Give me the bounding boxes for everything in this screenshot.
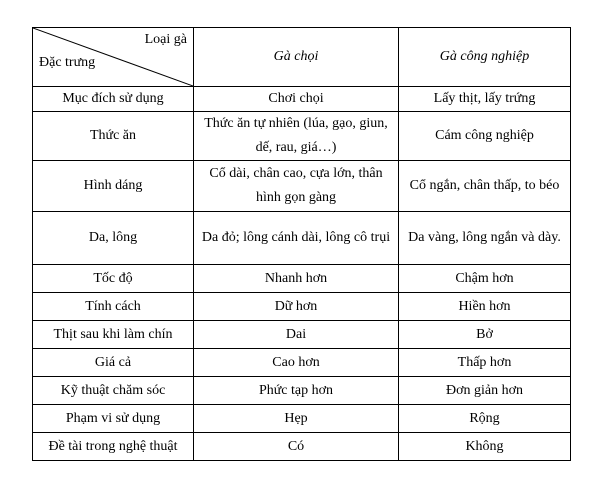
value-cell-a: Hẹp [194, 405, 399, 433]
table-row [33, 321, 571, 349]
value-cell-a: Cao hơn [194, 349, 399, 377]
value-cell-b: Chậm hơn [399, 265, 571, 293]
table-row [33, 265, 571, 293]
feature-cell: Thức ăn [33, 112, 194, 161]
value-cell-b: Bở [399, 321, 571, 349]
value-cell-a: Cổ dài, chân cao, cựa lớn, thân hình gọn gàng [194, 161, 399, 212]
corner-bottom-label: Đặc trưng [39, 55, 96, 70]
value-cell-a: Chơi chọi [194, 87, 399, 112]
value-cell-b: Cổ ngắn, chân thấp, to béo [399, 161, 571, 212]
value-cell-b: Thấp hơn [399, 349, 571, 377]
feature-cell: Phạm vi sử dụng [33, 405, 194, 433]
table-row [33, 87, 571, 112]
column-header-ga-choi: Gà chọi [194, 28, 399, 87]
value-cell-b: Hiền hơn [399, 293, 571, 321]
value-cell-b: Cám công nghiệp [399, 112, 571, 161]
table-row [33, 112, 571, 161]
value-cell-a: Da đỏ; lông cánh dài, lông cô trụi [194, 212, 399, 265]
table-row [33, 212, 571, 265]
value-cell-b: Đơn giản hơn [399, 377, 571, 405]
feature-cell: Giá cả [33, 349, 194, 377]
value-cell-b: Da vàng, lông ngắn và dày. [399, 212, 571, 265]
feature-cell: Kỹ thuật chăm sóc [33, 377, 194, 405]
value-cell-a: Dai [194, 321, 399, 349]
table-row [33, 405, 571, 433]
value-cell-a: Nhanh hơn [194, 265, 399, 293]
value-cell-b: Lấy thịt, lấy trứng [399, 87, 571, 112]
table-row [33, 377, 571, 405]
feature-cell: Mục đích sử dụng [33, 87, 194, 112]
column-header-ga-cong-nghiep: Gà công nghiệp [399, 28, 571, 87]
feature-cell: Tốc độ [33, 265, 194, 293]
value-cell-a: Thức ăn tự nhiên (lúa, gạo, giun, dế, rau, giá…) [194, 112, 399, 161]
corner-header-cell [33, 28, 194, 87]
table-row [33, 293, 571, 321]
value-cell-a: Phức tạp hơn [194, 377, 399, 405]
corner-top-label: Loại gà [144, 32, 187, 47]
comparison-table [32, 27, 571, 461]
table-row [33, 433, 571, 461]
feature-cell: Da, lông [33, 212, 194, 265]
value-cell-a: Có [194, 433, 399, 461]
value-cell-b: Không [399, 433, 571, 461]
table-row [33, 161, 571, 212]
table-row [33, 349, 571, 377]
feature-cell: Đề tài trong nghệ thuật [33, 433, 194, 461]
feature-cell: Thịt sau khi làm chín [33, 321, 194, 349]
feature-cell: Hình dáng [33, 161, 194, 212]
feature-cell: Tính cách [33, 293, 194, 321]
table-header-row [33, 28, 571, 87]
value-cell-b: Rộng [399, 405, 571, 433]
value-cell-a: Dữ hơn [194, 293, 399, 321]
